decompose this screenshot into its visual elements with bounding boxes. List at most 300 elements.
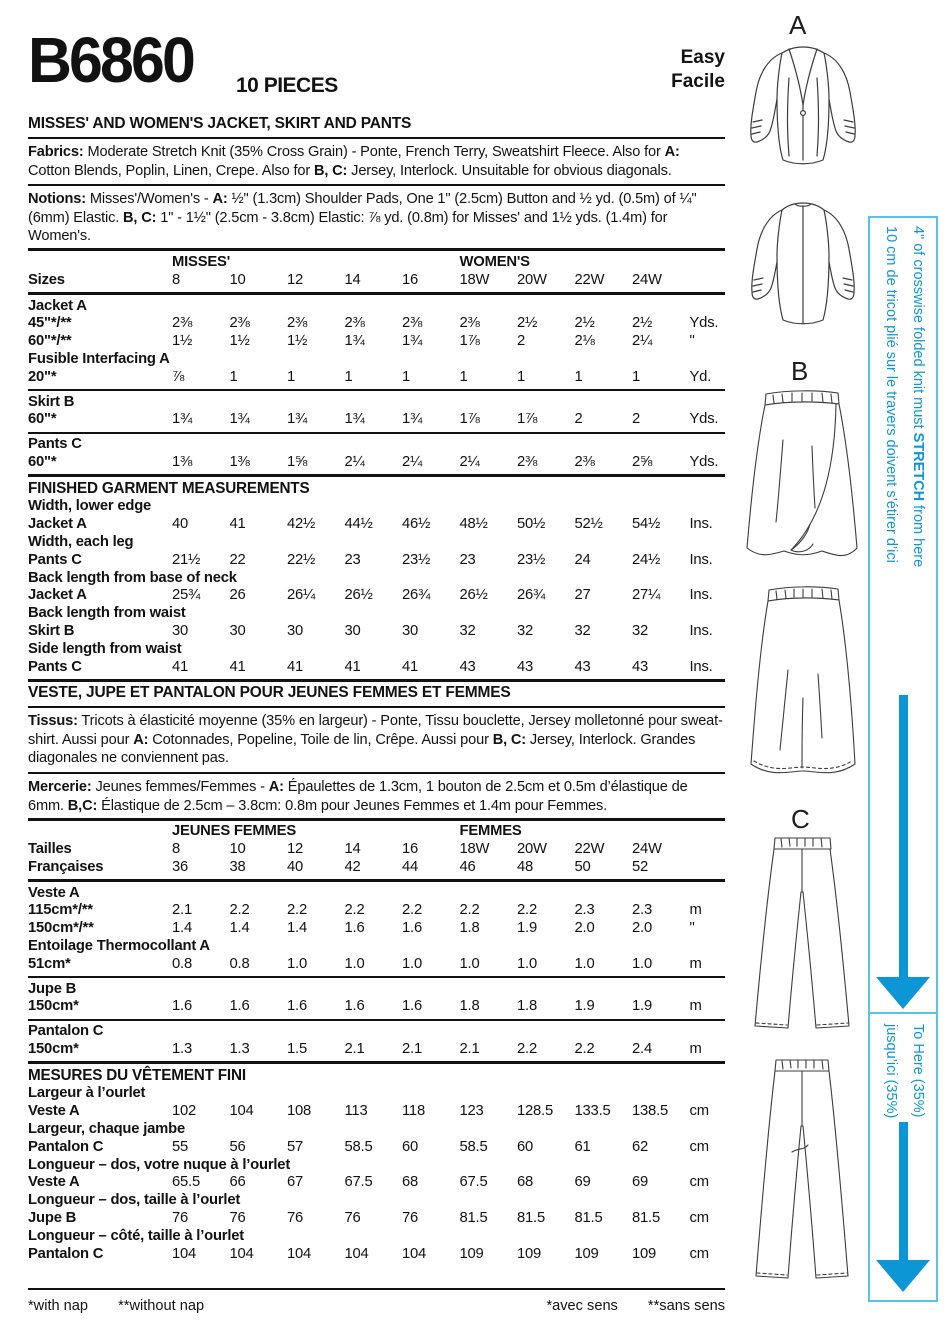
row-label: Skirt B	[28, 622, 75, 639]
table-cell: 52	[632, 858, 649, 875]
table-cell: 21½	[172, 551, 201, 568]
table-cell: 12	[287, 271, 304, 288]
divider	[28, 706, 725, 708]
table-cell: 2.2	[287, 902, 307, 919]
unit-cell: m	[689, 955, 702, 972]
table-cell: 2.1	[402, 1041, 422, 1058]
table-cell: 2¼	[402, 453, 423, 470]
table-item-label: Width, each leg	[28, 533, 134, 550]
table-cell: 2½	[574, 315, 595, 332]
table-cell: 67.5	[459, 1174, 488, 1191]
table-cell: 109	[517, 1245, 542, 1262]
table-row	[28, 1139, 725, 1157]
table-cell: 22W	[574, 841, 605, 858]
paragraph-segment: A:	[664, 144, 680, 160]
stretch-arrow-shaft-icon	[899, 1122, 908, 1260]
table-cell: 58.5	[459, 1138, 488, 1155]
table-row	[28, 454, 725, 472]
divider	[28, 137, 725, 139]
table-cell: 18W	[459, 271, 490, 288]
table-cell: 26½	[459, 587, 488, 604]
table-cell: 69	[574, 1174, 591, 1191]
table-cell: 42½	[287, 516, 316, 533]
table-divider	[28, 818, 725, 821]
table-cell: 1¾	[402, 411, 423, 428]
table-cell: 2½	[632, 315, 653, 332]
skirt-front-illustration	[742, 382, 862, 576]
table-row	[28, 859, 725, 877]
table-divider	[28, 248, 725, 251]
to-here-en: To Here (35%)	[910, 1024, 926, 1118]
table-divider	[28, 679, 725, 682]
table-divider	[28, 1061, 725, 1064]
main-content	[28, 24, 725, 1263]
table-cell: 0.8	[172, 955, 192, 972]
table-group-header-row	[28, 823, 725, 841]
unit-cell: cm	[689, 1210, 709, 1226]
footnote-without-nap: **without nap	[118, 1298, 205, 1314]
table-cell: 1.8	[459, 998, 480, 1015]
unit-cell: Ins.	[689, 587, 713, 604]
row-label: 150cm*	[28, 998, 79, 1015]
unit-cell: Yd.	[689, 368, 712, 385]
table-cell: 2⅛	[574, 333, 595, 350]
table-divider	[28, 1019, 725, 1021]
table-cell: 109	[574, 1245, 599, 1262]
tissus-paragraph	[28, 712, 725, 768]
row-label: 150cm*/**	[28, 920, 94, 937]
table-cell: 16	[402, 271, 419, 288]
table-cell: 104	[229, 1245, 254, 1262]
view-b-label: B	[791, 356, 809, 386]
difficulty-rating	[671, 46, 725, 94]
difficulty-en: Easy	[680, 47, 725, 68]
table-cell: 23	[344, 551, 361, 568]
mercerie-paragraph	[28, 778, 725, 815]
table-cell: 1.6	[402, 920, 422, 937]
table-cell: 69	[632, 1174, 649, 1191]
table-cell: 1⅝	[287, 453, 308, 470]
footnote-sans-sens: **sans sens	[647, 1298, 725, 1314]
table-cell: 50½	[517, 516, 546, 533]
table-cell: 2½	[517, 315, 538, 332]
stretch-gauge-instructions	[877, 226, 931, 567]
table-cell: 65.5	[172, 1174, 200, 1191]
yardage-table-english	[28, 248, 725, 681]
size-group-label: WOMEN'S	[459, 253, 530, 270]
table-cell: 2.3	[574, 902, 595, 919]
table-cell: 25¾	[172, 587, 201, 604]
table-cell: 76	[172, 1210, 189, 1226]
divider	[28, 184, 725, 186]
table-cell: 1¾	[402, 333, 423, 350]
table-cell: 2⅝	[632, 453, 653, 470]
table-item-label: Veste A	[28, 884, 80, 901]
table-cell: 50	[574, 858, 591, 875]
table-cell: 26¼	[287, 587, 316, 604]
table-cell: 24	[574, 551, 591, 568]
unit-cell: Ins.	[689, 516, 713, 533]
table-cell: 81.5	[632, 1210, 660, 1226]
table-cell: 2.2	[517, 902, 537, 919]
table-cell: 0.8	[229, 955, 250, 972]
jacket-front-illustration	[736, 36, 870, 182]
table-item-label: Back length from base of neck	[28, 569, 237, 586]
stretch-gauge-target	[877, 1024, 931, 1118]
footnotes	[28, 1288, 725, 1314]
table-cell: 12	[287, 841, 304, 858]
table-cell: 2	[632, 411, 641, 428]
table-cell: 54½	[632, 516, 661, 533]
table-cell: 1	[229, 368, 238, 385]
garment-title-fr: VESTE, JUPE ET PANTALON POUR JEUNES FEMMES ET FEMMES	[28, 684, 511, 702]
table-cell: 104	[229, 1103, 254, 1120]
table-group-header-row	[28, 254, 725, 272]
row-label: Françaises	[28, 858, 104, 875]
paragraph-segment: Moderate Stretch Knit (35% Cross Grain) - Ponte, French Terry, Sweatshirt Fleece. Also for	[83, 144, 665, 160]
garment-title-en: MISSES' AND WOMEN'S JACKET, SKIRT AND PANTS	[28, 115, 412, 132]
table-cell: 32	[459, 622, 476, 639]
table-cell: 26¾	[517, 587, 546, 604]
paragraph-segment: A:	[268, 779, 284, 796]
row-label: 20"*	[28, 368, 57, 385]
unit-cell: cm	[689, 1103, 709, 1120]
table-cell: 2¼	[344, 453, 365, 470]
table-cell: 76	[402, 1210, 419, 1226]
table-cell: 2.1	[172, 902, 192, 919]
row-label: Pantalon C	[28, 1138, 104, 1155]
table-cell: 20W	[517, 841, 547, 858]
row-label: 60"*	[28, 453, 57, 470]
table-cell: 62	[632, 1138, 649, 1155]
table-row	[28, 956, 725, 974]
table-divider	[28, 879, 725, 882]
table-item-label: Longueur – côté, taille à l’ourlet	[28, 1227, 245, 1244]
row-label: Sizes	[28, 271, 65, 288]
table-row	[28, 998, 725, 1016]
paragraph-segment: Tissus:	[28, 713, 78, 730]
unit-cell: m	[689, 998, 702, 1015]
table-cell: 109	[459, 1245, 484, 1262]
table-cell: 46	[459, 858, 476, 875]
table-cell: 2¼	[632, 333, 653, 350]
stretch-arrow-down-icon	[876, 1260, 930, 1292]
unit-cell	[690, 272, 726, 290]
table-cell: 1⅞	[517, 411, 538, 428]
table-cell: 2.2	[229, 902, 250, 919]
table-cell: 104	[402, 1245, 427, 1262]
table-row	[28, 1041, 725, 1059]
row-label: Pantalon C	[28, 1245, 104, 1262]
table-cell: 81.5	[517, 1210, 545, 1226]
table-cell: 1.0	[459, 955, 480, 972]
table-cell: 41	[287, 658, 304, 675]
table-cell: 40	[172, 516, 189, 533]
table-cell: 76	[344, 1210, 361, 1226]
notions-paragraph	[28, 190, 725, 246]
row-label: 150cm*	[28, 1041, 79, 1058]
table-cell: 14	[344, 841, 361, 858]
table-cell: 32	[517, 622, 534, 639]
table-cell: 41	[402, 658, 419, 675]
table-cell: 1½	[172, 333, 193, 350]
table-cell: 68	[402, 1174, 419, 1191]
table-cell: 1.0	[517, 955, 537, 972]
table-cell: 1.0	[344, 955, 365, 972]
row-label: Jacket A	[28, 587, 87, 604]
row-label: 60"*/**	[28, 333, 72, 350]
table-divider	[28, 474, 725, 477]
table-section-heading: MESURES DU VÊTEMENT FINI	[28, 1066, 246, 1084]
table-row	[28, 920, 725, 938]
table-item-label: Largeur à l’ourlet	[28, 1085, 146, 1102]
table-cell: 41	[344, 658, 361, 675]
table-cell: 68	[517, 1174, 534, 1191]
table-cell: 57	[287, 1138, 304, 1155]
table-cell: 2.3	[632, 902, 652, 919]
row-label: Jupe B	[28, 1210, 77, 1226]
table-cell: 52½	[574, 516, 603, 533]
row-label: Pants C	[28, 551, 82, 568]
row-label: 60"*	[28, 411, 57, 428]
table-cell: 1	[344, 368, 353, 385]
to-here-fr: jusqu’ici (35%)	[883, 1024, 899, 1119]
unit-cell	[690, 841, 726, 859]
table-cell: 1	[517, 368, 526, 385]
table-cell: 26	[229, 587, 246, 604]
row-label: Veste A	[28, 1174, 80, 1191]
fabrics-paragraph	[28, 143, 725, 180]
table-cell: 1	[632, 368, 641, 385]
pants-back-illustration	[748, 1050, 856, 1294]
unit-cell: "	[689, 333, 695, 350]
table-row	[28, 659, 725, 677]
table-cell: 1.6	[402, 998, 422, 1015]
table-cell: 2⅜	[344, 315, 365, 332]
table-cell: 10	[229, 841, 246, 858]
table-cell: 1½	[287, 333, 308, 350]
table-cell: 22	[229, 551, 246, 568]
table-cell: 44	[402, 858, 419, 875]
table-cell: 18W	[459, 841, 490, 858]
table-cell: 104	[172, 1245, 197, 1262]
table-cell: 1¾	[172, 411, 193, 428]
paragraph-segment: Notions:	[28, 191, 86, 208]
paragraph-segment: A:	[212, 191, 228, 208]
gauge-divider	[870, 1012, 936, 1014]
table-cell: 1.6	[172, 998, 192, 1015]
footnote-avec-sens: *avec sens	[546, 1298, 618, 1314]
table-cell: 24W	[632, 271, 662, 288]
table-divider	[28, 292, 725, 295]
paragraph-segment: B, C:	[492, 731, 526, 748]
table-cell: 20W	[517, 271, 547, 288]
unit-cell: Ins.	[689, 551, 713, 568]
skirt-back-illustration	[746, 578, 860, 792]
difficulty-fr: Facile	[671, 71, 725, 92]
row-label: Jacket A	[28, 516, 87, 533]
stretch-gauge-line-fr: 10 cm de tricot plié sur le travers doivent s’étirer d’ici	[883, 226, 899, 563]
table-cell: 1.0	[287, 955, 307, 972]
table-cell: 109	[632, 1245, 657, 1262]
table-cell: 118	[402, 1103, 425, 1120]
table-row	[28, 411, 725, 429]
table-cell: 66	[229, 1174, 246, 1191]
table-cell: 1.0	[574, 955, 595, 972]
table-cell: 76	[229, 1210, 246, 1226]
table-cell: 23½	[402, 551, 431, 568]
table-cell: 32	[632, 622, 649, 639]
table-cell: 113	[344, 1103, 368, 1120]
table-cell: 2.0	[574, 920, 595, 937]
table-item-label: Longueur – dos, taille à l’ourlet	[28, 1192, 241, 1209]
table-cell: 2.2	[517, 1041, 537, 1058]
table-cell: 42	[344, 858, 361, 875]
table-cell: 2.1	[459, 1041, 480, 1058]
table-cell: 38	[229, 858, 246, 875]
table-cell: 43	[517, 658, 534, 675]
table-cell: 30	[402, 622, 419, 639]
row-label: Pants C	[28, 658, 82, 675]
view-c-label: C	[791, 804, 810, 834]
row-label: 51cm*	[28, 955, 71, 972]
table-item-label: Pants C	[28, 436, 82, 453]
table-row	[28, 369, 725, 387]
table-cell: 1	[402, 368, 411, 385]
table-cell: 22W	[574, 271, 605, 288]
table-item-label: Fusible Interfacing A	[28, 350, 170, 367]
row-label: 115cm*/**	[28, 902, 93, 919]
stretch-arrow-down-icon	[876, 977, 930, 1009]
table-cell: 128.5	[517, 1103, 554, 1120]
paragraph-segment: Jersey, Interlock. Unsuitable for obvious diagonals.	[347, 162, 672, 179]
table-cell: 81.5	[574, 1210, 603, 1226]
yardage-table-french	[28, 818, 725, 1264]
table-row	[28, 1174, 725, 1192]
footnote-fr	[546, 1298, 725, 1314]
table-cell: 2.2	[344, 902, 365, 919]
table-cell: 1.3	[172, 1041, 192, 1058]
paragraph-segment: A:	[133, 731, 149, 748]
table-row	[28, 552, 725, 570]
unit-cell: Ins.	[689, 622, 713, 639]
table-row	[28, 516, 725, 534]
table-cell: 2.2	[402, 902, 422, 919]
table-cell: 48	[517, 858, 534, 875]
table-cell: 27¼	[632, 587, 661, 604]
unit-cell: cm	[689, 1245, 709, 1262]
table-cell: 43	[632, 658, 649, 675]
table-cell: 2⅜	[459, 315, 480, 332]
unit-cell: cm	[689, 1138, 709, 1155]
table-cell: 2.4	[632, 1041, 652, 1058]
table-cell: 76	[287, 1210, 304, 1226]
table-cell: 40	[287, 858, 304, 875]
table-item-label: Width, lower edge	[28, 498, 152, 515]
table-cell: 1.0	[402, 955, 422, 972]
table-cell: 2¼	[459, 453, 480, 470]
table-cell: 41	[229, 658, 246, 675]
table-cell: 2⅜	[517, 453, 538, 470]
table-cell: 24½	[632, 551, 661, 568]
pieces-count: 10 PIECES	[236, 74, 338, 97]
table-cell: 60	[402, 1138, 419, 1155]
table-cell: 2.2	[574, 1041, 595, 1058]
stretch-arrow-shaft-icon	[899, 695, 908, 977]
table-item-label: Jacket A	[28, 297, 87, 314]
paragraph-segment: B, C:	[123, 209, 157, 226]
size-group-label: FEMMES	[459, 823, 522, 840]
paragraph-segment: B, C:	[313, 162, 348, 179]
paragraph-segment: Jeunes femmes/Femmes -	[91, 779, 269, 796]
stretch-gauge-line-en: 4" of crosswise folded knit must STRETCH from here	[910, 226, 926, 568]
unit-cell: Ins.	[689, 658, 713, 675]
pants-front-illustration	[746, 828, 858, 1042]
table-cell: 43	[574, 658, 591, 675]
table-cell: 1⅞	[459, 333, 480, 350]
view-a-label: A	[789, 10, 807, 40]
unit-cell: Yds.	[689, 453, 719, 470]
table-cell: 27	[574, 587, 591, 604]
table-cell: 1	[459, 368, 468, 385]
table-cell: 1.8	[517, 998, 537, 1015]
unit-cell: Yds.	[689, 411, 719, 428]
table-cell: 30	[172, 622, 189, 639]
table-cell: 8	[172, 271, 181, 288]
table-cell: 10	[229, 271, 246, 288]
table-cell: 2⅜	[402, 315, 423, 332]
paragraph-segment: B,C:	[67, 797, 98, 814]
table-divider	[28, 389, 725, 391]
table-cell: 2.2	[459, 902, 480, 919]
table-cell: 44½	[344, 516, 373, 533]
paragraph-segment: Cotonnades, Popeline, Toile de lin, Crêpe. Aussi pour	[148, 731, 493, 748]
table-row	[28, 272, 725, 290]
stretch-gauge	[868, 216, 938, 1302]
table-cell: 1.4	[287, 920, 307, 937]
paragraph-segment: Tricots à élasticité moyenne (35% en largeur) - Ponte, Tissu bouclette, Jersey molletonné pour sweat-shirt. Aussi pour	[28, 713, 723, 748]
table-cell: 32	[574, 622, 591, 639]
paragraph-segment: Cotton Blends, Poplin, Linen, Crepe. Also for	[28, 162, 314, 179]
table-cell: 1¾	[344, 333, 365, 350]
jacket-back-illustration	[740, 192, 866, 344]
table-cell: 1	[574, 368, 583, 385]
table-cell: 1.6	[229, 998, 250, 1015]
table-cell: 1.8	[459, 920, 480, 937]
table-cell: 1.9	[632, 998, 652, 1015]
unit-cell: m	[689, 1041, 702, 1058]
table-cell: 2.1	[344, 1041, 365, 1058]
table-cell: 16	[402, 841, 419, 858]
table-cell: 67	[287, 1174, 304, 1191]
table-row	[28, 623, 725, 641]
masthead	[28, 24, 725, 108]
table-cell: 1.4	[229, 920, 250, 937]
footnote-with-nap: *with nap	[28, 1298, 89, 1314]
table-item-label: Side length from waist	[28, 640, 182, 657]
table-cell: 1¾	[287, 411, 308, 428]
table-cell: 2	[517, 333, 526, 350]
table-cell: 104	[344, 1245, 369, 1262]
table-item-label: Entoilage Thermocollant A	[28, 938, 210, 955]
table-cell: 1.6	[344, 998, 365, 1015]
table-row	[28, 587, 725, 605]
table-cell: 2	[574, 411, 583, 428]
table-cell: 1⅞	[459, 411, 480, 428]
table-cell: 104	[287, 1245, 312, 1262]
table-cell: 67.5	[344, 1174, 373, 1191]
paragraph-segment: Misses'/Women's -	[85, 191, 213, 208]
